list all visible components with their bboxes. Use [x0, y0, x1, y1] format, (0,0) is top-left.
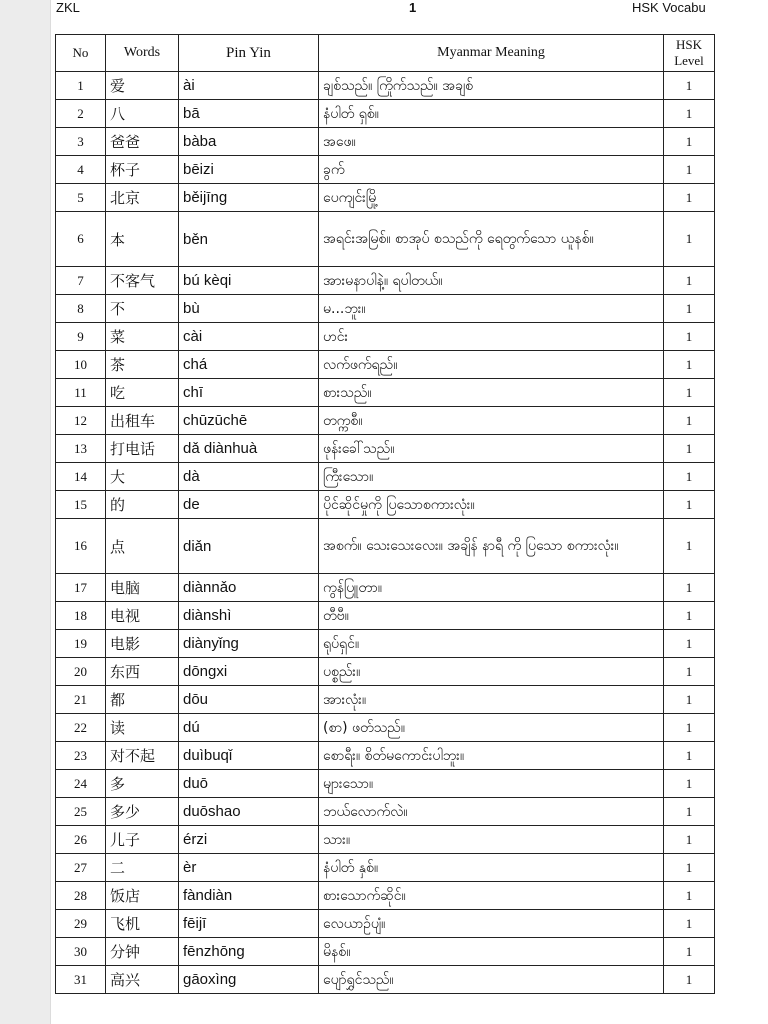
table-row	[56, 128, 715, 156]
cell-level: 1	[664, 910, 715, 938]
cell-no: 18	[56, 602, 106, 630]
cell-level: 1	[664, 798, 715, 826]
cell-meaning: တက္ကစီ။	[319, 407, 664, 435]
cell-pinyin: běn	[179, 212, 319, 267]
cell-no: 6	[56, 212, 106, 267]
cell-level: 1	[664, 267, 715, 295]
cell-word: 不	[106, 295, 179, 323]
table-row	[56, 770, 715, 798]
cell-no: 15	[56, 491, 106, 519]
cell-level: 1	[664, 686, 715, 714]
cell-meaning: အရင်းအမြစ်။ စာအုပ် စသည်ကို ရေတွက်သော ယူနစ်။	[319, 212, 664, 267]
cell-pinyin: bù	[179, 295, 319, 323]
cell-meaning: သား။	[319, 826, 664, 854]
cell-meaning: အားမနာပါနဲ့။ ရပါတယ်။	[319, 267, 664, 295]
cell-meaning: စောရီး။ စိတ်မကောင်းပါဘူး။	[319, 742, 664, 770]
cell-word: 二	[106, 854, 179, 882]
cell-meaning: ဟင်း	[319, 323, 664, 351]
cell-level: 1	[664, 351, 715, 379]
cell-level: 1	[664, 770, 715, 798]
cell-word: 读	[106, 714, 179, 742]
cell-level: 1	[664, 128, 715, 156]
cell-level: 1	[664, 212, 715, 267]
cell-word: 电脑	[106, 574, 179, 602]
cell-level: 1	[664, 882, 715, 910]
cell-word: 点	[106, 519, 179, 574]
table-row	[56, 351, 715, 379]
table-row	[56, 826, 715, 854]
cell-word: 饭店	[106, 882, 179, 910]
cell-level: 1	[664, 966, 715, 994]
table-header-row	[56, 35, 715, 72]
viewer-side-strip	[0, 0, 51, 1024]
cell-word: 大	[106, 463, 179, 491]
cell-pinyin: ài	[179, 72, 319, 100]
cell-meaning: အားလုံး။	[319, 686, 664, 714]
cell-level: 1	[664, 463, 715, 491]
cell-word: 本	[106, 212, 179, 267]
cell-no: 21	[56, 686, 106, 714]
table-row	[56, 323, 715, 351]
cell-level: 1	[664, 184, 715, 212]
cell-pinyin: diànshì	[179, 602, 319, 630]
cell-level: 1	[664, 407, 715, 435]
table-row	[56, 602, 715, 630]
cell-no: 16	[56, 519, 106, 574]
cell-pinyin: de	[179, 491, 319, 519]
table-row	[56, 407, 715, 435]
cell-no: 2	[56, 100, 106, 128]
table-row	[56, 658, 715, 686]
cell-no: 5	[56, 184, 106, 212]
cell-pinyin: dà	[179, 463, 319, 491]
cell-word: 都	[106, 686, 179, 714]
cell-level: 1	[664, 100, 715, 128]
cell-word: 爸爸	[106, 128, 179, 156]
cell-word: 茶	[106, 351, 179, 379]
table-row	[56, 574, 715, 602]
table-row	[56, 184, 715, 212]
cell-no: 10	[56, 351, 106, 379]
cell-pinyin: cài	[179, 323, 319, 351]
cell-word: 儿子	[106, 826, 179, 854]
cell-level: 1	[664, 826, 715, 854]
cell-meaning: ပိုင်ဆိုင်မှုကို ပြသောစကားလုံး။	[319, 491, 664, 519]
header-right-text: HSK Vocabu	[632, 0, 706, 15]
vocabulary-table	[55, 34, 715, 994]
cell-meaning: မိနစ်။	[319, 938, 664, 966]
cell-meaning: ခွက်	[319, 156, 664, 184]
cell-level: 1	[664, 519, 715, 574]
cell-pinyin: chūzūchē	[179, 407, 319, 435]
cell-meaning: နံပါတ် ရှစ်။	[319, 100, 664, 128]
cell-pinyin: duìbuqǐ	[179, 742, 319, 770]
page-header	[50, 0, 768, 20]
cell-no: 12	[56, 407, 106, 435]
cell-level: 1	[664, 938, 715, 966]
cell-no: 17	[56, 574, 106, 602]
table-row	[56, 435, 715, 463]
cell-level: 1	[664, 491, 715, 519]
cell-no: 1	[56, 72, 106, 100]
cell-pinyin: běijīng	[179, 184, 319, 212]
table-row	[56, 295, 715, 323]
column-header-level: HSK Level	[664, 35, 715, 72]
cell-level: 1	[664, 854, 715, 882]
cell-meaning: ပျော်ရွှင်သည်။	[319, 966, 664, 994]
cell-word: 吃	[106, 379, 179, 407]
cell-word: 出租车	[106, 407, 179, 435]
cell-no: 8	[56, 295, 106, 323]
cell-no: 26	[56, 826, 106, 854]
column-header-words: Words	[106, 35, 179, 72]
cell-meaning: နံပါတ် နှစ်။	[319, 854, 664, 882]
cell-word: 多少	[106, 798, 179, 826]
cell-pinyin: duō	[179, 770, 319, 798]
cell-level: 1	[664, 630, 715, 658]
table-row	[56, 798, 715, 826]
table-row	[56, 72, 715, 100]
cell-pinyin: fēnzhōng	[179, 938, 319, 966]
table-row	[56, 938, 715, 966]
cell-word: 分钟	[106, 938, 179, 966]
cell-pinyin: bú kèqi	[179, 267, 319, 295]
cell-level: 1	[664, 658, 715, 686]
cell-pinyin: érzi	[179, 826, 319, 854]
cell-meaning: ပစ္စည်း။	[319, 658, 664, 686]
cell-no: 30	[56, 938, 106, 966]
cell-meaning: (စာ) ဖတ်သည်။	[319, 714, 664, 742]
cell-meaning: အဖေ။	[319, 128, 664, 156]
table-row	[56, 100, 715, 128]
cell-word: 对不起	[106, 742, 179, 770]
table-row	[56, 742, 715, 770]
cell-word: 高兴	[106, 966, 179, 994]
cell-word: 飞机	[106, 910, 179, 938]
cell-meaning: များသော။	[319, 770, 664, 798]
cell-word: 多	[106, 770, 179, 798]
header-left-text: ZKL	[56, 0, 80, 15]
cell-word: 电影	[106, 630, 179, 658]
cell-pinyin: duōshao	[179, 798, 319, 826]
table-row	[56, 686, 715, 714]
cell-no: 4	[56, 156, 106, 184]
cell-level: 1	[664, 742, 715, 770]
cell-no: 31	[56, 966, 106, 994]
cell-no: 14	[56, 463, 106, 491]
table-row	[56, 267, 715, 295]
column-header-no: No	[56, 35, 106, 72]
cell-pinyin: diànnǎo	[179, 574, 319, 602]
cell-no: 7	[56, 267, 106, 295]
cell-pinyin: fàndiàn	[179, 882, 319, 910]
cell-word: 爱	[106, 72, 179, 100]
cell-word: 不客气	[106, 267, 179, 295]
cell-pinyin: dú	[179, 714, 319, 742]
table-row	[56, 882, 715, 910]
cell-word: 的	[106, 491, 179, 519]
cell-level: 1	[664, 379, 715, 407]
cell-word: 杯子	[106, 156, 179, 184]
page-number: 1	[409, 0, 417, 15]
cell-word: 八	[106, 100, 179, 128]
cell-no: 20	[56, 658, 106, 686]
cell-meaning: စားသောက်ဆိုင်။	[319, 882, 664, 910]
cell-no: 23	[56, 742, 106, 770]
cell-level: 1	[664, 435, 715, 463]
table-row	[56, 491, 715, 519]
table-row	[56, 519, 715, 574]
cell-meaning: ချစ်သည်။ ကြိုက်သည်။ အချစ်	[319, 72, 664, 100]
cell-pinyin: chī	[179, 379, 319, 407]
cell-word: 打电话	[106, 435, 179, 463]
table-row	[56, 854, 715, 882]
cell-level: 1	[664, 602, 715, 630]
table-row	[56, 463, 715, 491]
cell-meaning: လေယာဉ်ပျံ။	[319, 910, 664, 938]
cell-pinyin: chá	[179, 351, 319, 379]
cell-meaning: ပေကျင်းမြို့	[319, 184, 664, 212]
cell-pinyin: dǎ diànhuà	[179, 435, 319, 463]
cell-meaning: ရုပ်ရှင်။	[319, 630, 664, 658]
cell-word: 菜	[106, 323, 179, 351]
cell-pinyin: bēizi	[179, 156, 319, 184]
cell-meaning: ကြီးသော။	[319, 463, 664, 491]
cell-pinyin: gāoxìng	[179, 966, 319, 994]
cell-meaning: ကွန်ပြူတာ။	[319, 574, 664, 602]
cell-word: 电视	[106, 602, 179, 630]
cell-level: 1	[664, 72, 715, 100]
cell-meaning: လက်ဖက်ရည်။	[319, 351, 664, 379]
cell-level: 1	[664, 574, 715, 602]
cell-no: 25	[56, 798, 106, 826]
cell-level: 1	[664, 323, 715, 351]
table-row	[56, 714, 715, 742]
cell-pinyin: dōngxi	[179, 658, 319, 686]
cell-no: 11	[56, 379, 106, 407]
table-row	[56, 212, 715, 267]
cell-pinyin: bàba	[179, 128, 319, 156]
cell-pinyin: èr	[179, 854, 319, 882]
table-row	[56, 630, 715, 658]
table-row	[56, 966, 715, 994]
cell-word: 北京	[106, 184, 179, 212]
cell-no: 22	[56, 714, 106, 742]
cell-level: 1	[664, 295, 715, 323]
cell-meaning: မ...ဘူး။	[319, 295, 664, 323]
cell-no: 9	[56, 323, 106, 351]
cell-meaning: စားသည်။	[319, 379, 664, 407]
table-row	[56, 910, 715, 938]
cell-no: 19	[56, 630, 106, 658]
cell-no: 3	[56, 128, 106, 156]
cell-pinyin: bā	[179, 100, 319, 128]
table-row	[56, 379, 715, 407]
cell-no: 27	[56, 854, 106, 882]
cell-pinyin: dōu	[179, 686, 319, 714]
column-header-pinyin: Pin Yin	[179, 35, 319, 72]
table-row	[56, 156, 715, 184]
cell-no: 29	[56, 910, 106, 938]
cell-meaning: အစက်။ သေးသေးလေး။ အချိန် နာရီ ကို ပြသော စကားလုံး။	[319, 519, 664, 574]
cell-pinyin: fēijī	[179, 910, 319, 938]
column-header-meaning: Myanmar Meaning	[319, 35, 664, 72]
cell-level: 1	[664, 714, 715, 742]
cell-no: 13	[56, 435, 106, 463]
cell-level: 1	[664, 156, 715, 184]
cell-meaning: တီဗီ။	[319, 602, 664, 630]
cell-meaning: ဘယ်လောက်လဲ။	[319, 798, 664, 826]
cell-no: 24	[56, 770, 106, 798]
cell-pinyin: diǎn	[179, 519, 319, 574]
cell-no: 28	[56, 882, 106, 910]
cell-word: 东西	[106, 658, 179, 686]
cell-meaning: ဖုန်းခေါ်သည်။	[319, 435, 664, 463]
cell-pinyin: diànyǐng	[179, 630, 319, 658]
